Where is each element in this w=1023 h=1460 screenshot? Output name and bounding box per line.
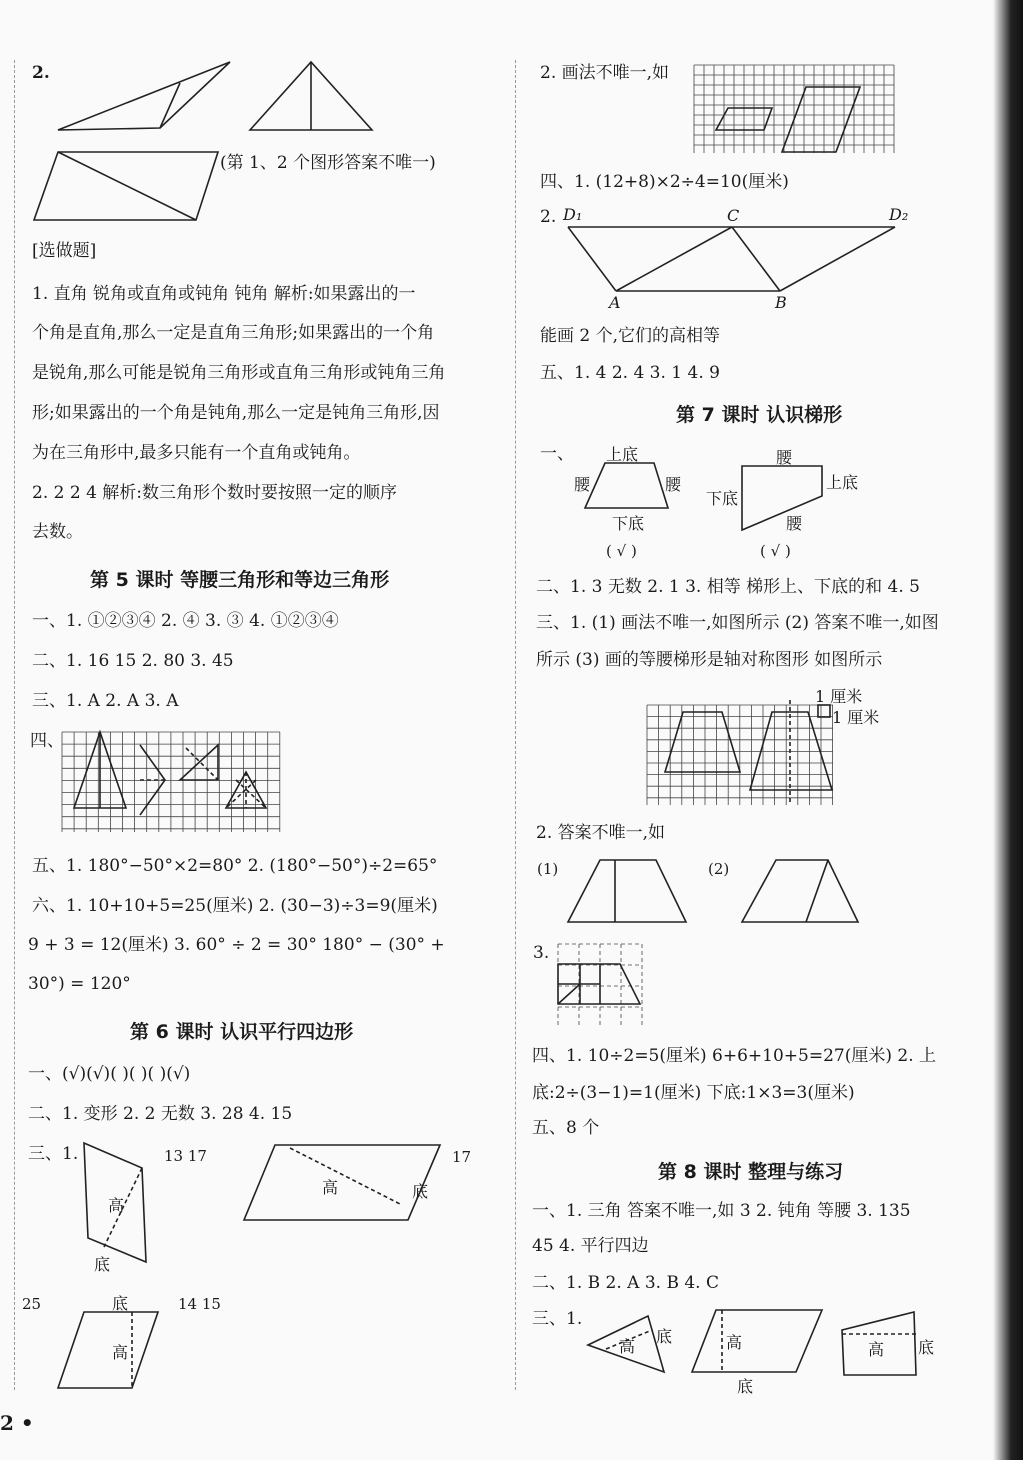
left-q2-note: (第 1、2 个图形答案不唯一) xyxy=(220,153,436,173)
l7-fig2-leg-bottom: 腰 xyxy=(786,514,803,533)
lesson7-title: 第 7 课时 认识梯形 xyxy=(676,404,843,426)
l7-fig1-leg-left: 腰 xyxy=(574,475,591,494)
l7-section1: 一、 xyxy=(540,444,574,464)
optional-header: [选做题] xyxy=(32,241,97,261)
l8-section3: 三、1. xyxy=(532,1309,583,1329)
l5-section1: 一、1. ①②③④ 2. ④ 3. ③ 4. ①②③④ xyxy=(32,611,339,631)
pt-a: A xyxy=(609,293,621,312)
l6-fig2-base-label: 底 xyxy=(412,1182,429,1201)
l7-fig2-top-base: 上底 xyxy=(826,473,859,492)
l8-fig1-base-label: 底 xyxy=(656,1327,673,1346)
l7-section3-line2: 所示 (3) 画的等腰梯形是轴对称图形 如图所示 xyxy=(536,650,883,670)
l6-num-17: 17 xyxy=(452,1148,472,1166)
l5-section6-line2: 9 + 3 = 12(厘米) 3. 60° ÷ 2 = 30° 180° − (30° + xyxy=(28,935,445,955)
lesson8-title: 第 8 课时 整理与练习 xyxy=(658,1161,844,1183)
l6-fig2-height-label: 高 xyxy=(322,1178,339,1197)
r-s4-q1: 四、1. (12+8)×2÷4=10(厘米) xyxy=(540,172,789,192)
opt-q1-line2: 个角是直角,那么一定是直角三角形;如果露出的一个角 xyxy=(32,323,435,343)
l6-fig3-height-label: 高 xyxy=(112,1343,129,1362)
l7-q2-part2: (2) xyxy=(708,860,730,878)
r-s5: 五、1. 4 2. 4 3. 1 4. 9 xyxy=(540,363,720,383)
pt-d1: D₁ xyxy=(563,205,583,224)
l7-section4-line2: 底:2÷(3−1)=1(厘米) 下底:1×3=3(厘米) xyxy=(532,1083,855,1103)
pt-c: C xyxy=(727,206,740,225)
l8-height-figures xyxy=(0,0,1,1)
opt-q1-line3: 是锐角,那么可能是锐角三角形或直角三角形或钝角三角 xyxy=(32,363,446,383)
center-divider xyxy=(515,60,516,1390)
l6-section1: 一、(√)(√)( )( )( )(√) xyxy=(28,1064,191,1084)
r-s4-note: 能画 2 个,它们的高相等 xyxy=(540,326,721,346)
page-number: 2 • xyxy=(0,1411,34,1435)
l7-q2-part1: (1) xyxy=(537,860,559,878)
l7-fig1-check: ( √ ) xyxy=(606,542,637,560)
l8-section1-line1: 一、1. 三角 答案不唯一,如 3 2. 钝角 等腰 3. 135 xyxy=(532,1201,911,1221)
l8-fig3-base-label: 底 xyxy=(918,1338,935,1357)
l7-section4-line1: 四、1. 10÷2=5(厘米) 6+6+10+5=27(厘米) 2. 上 xyxy=(532,1046,937,1066)
l5-section3: 三、1. A 2. A 3. A xyxy=(32,691,179,711)
lesson6-title: 第 6 课时 认识平行四边形 xyxy=(130,1021,354,1043)
l8-fig2-base-label: 底 xyxy=(737,1377,754,1396)
l8-section2: 二、1. B 2. A 3. B 4. C xyxy=(532,1273,719,1293)
l7-section2: 二、1. 3 无数 2. 1 3. 相等 梯形上、下底的和 4. 5 xyxy=(536,577,920,597)
opt-q2-line2: 去数。 xyxy=(32,522,83,542)
l6-nums-13-17: 13 17 xyxy=(164,1147,207,1165)
l5-section4: 四、 xyxy=(30,731,64,751)
l6-section2: 二、1. 变形 2. 2 无数 3. 28 4. 15 xyxy=(28,1104,293,1124)
l5-section6-line3: 30°) = 120° xyxy=(28,974,131,994)
pt-b: B xyxy=(775,293,787,312)
l7-fig1-leg-right: 腰 xyxy=(665,475,682,494)
l7-section5: 五、8 个 xyxy=(532,1118,600,1138)
lesson5-title: 第 5 课时 等腰三角形和等边三角形 xyxy=(90,569,390,591)
l7-fig2-leg-top: 腰 xyxy=(776,448,793,467)
left-q2-label: 2. xyxy=(32,63,50,83)
l7-fig2-check: ( √ ) xyxy=(760,542,791,560)
scale-label-2: 1 厘米 xyxy=(832,708,880,727)
scale-label-1: 1 厘米 xyxy=(815,687,863,706)
left-margin-rule xyxy=(14,60,15,1390)
l6-fig3-base-label: 底 xyxy=(112,1294,129,1313)
l6-fig1-base-label: 底 xyxy=(94,1255,111,1274)
l7-section3-line1: 三、1. (1) 画法不唯一,如图所示 (2) 答案不唯一,如图 xyxy=(536,613,939,633)
l6-num-25: 25 xyxy=(22,1295,42,1313)
opt-q2-line1: 2. 2 2 4 解析:数三角形个数时要按照一定的顺序 xyxy=(32,483,398,503)
l7-fig1-top-base: 上底 xyxy=(606,445,639,464)
r-q2: 2. 画法不唯一,如 xyxy=(540,63,670,83)
l8-section1-line2: 45 4. 平行四边 xyxy=(532,1236,649,1256)
l8-fig3-height-label: 高 xyxy=(868,1340,885,1359)
page-edge-shadow xyxy=(993,0,1023,1460)
opt-q1-line1: 1. 直角 锐角或直角或钝角 钝角 解析:如果露出的一 xyxy=(32,284,416,304)
l8-fig2-height-label: 高 xyxy=(726,1333,743,1352)
l5-section5: 五、1. 180°−50°×2=80° 2. (180°−50°)÷2=65° xyxy=(32,856,438,876)
pt-d2: D₂ xyxy=(889,205,909,224)
l6-nums-14-15: 14 15 xyxy=(178,1295,221,1313)
l8-fig1-height-label: 高 xyxy=(619,1337,636,1356)
l6-section3: 三、1. xyxy=(28,1144,79,1164)
opt-q1-line5: 为在三角形中,最多只能有一个直角或钝角。 xyxy=(32,443,361,463)
l7-section3-q2: 2. 答案不唯一,如 xyxy=(536,823,666,843)
l5-section6-line1: 六、1. 10+10+5=25(厘米) 2. (30−3)÷3=9(厘米) xyxy=(32,896,438,916)
l7-section3-q3: 3. xyxy=(533,943,550,963)
opt-q1-line4: 形;如果露出的一个角是钝角,那么一定是钝角三角形,因 xyxy=(32,403,440,423)
l7-fig2-bottom-base: 下底 xyxy=(706,489,739,508)
r-s4-q2: 2. xyxy=(540,207,557,227)
l5-section2: 二、1. 16 15 2. 80 3. 45 xyxy=(32,651,234,671)
l6-fig1-height-label: 高 xyxy=(108,1196,125,1215)
l7-fig1-bottom-base: 下底 xyxy=(612,514,645,533)
